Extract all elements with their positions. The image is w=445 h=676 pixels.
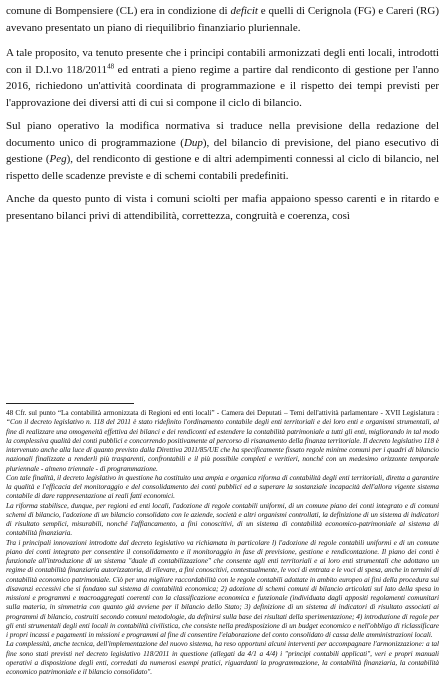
footnote-divider: [6, 403, 134, 404]
paragraph-text: ed entrati a pieno regime a partire dal rendiconto di gestione per l'anno 2016, richiedono un'attività coordinata di programmazione e il rispetto dei tempi previsti per l'approvazione dei diversi atti di cui si compone il ciclo di bilancio.: [6, 63, 440, 109]
paragraph-emphasis: Peg: [49, 153, 67, 165]
paragraph-bompensiere: [6, 3, 439, 36]
paragraph-principi-contabili: [6, 45, 439, 111]
paragraph-text: ), del bilancio di previsione, del piano esecutivo di gestione (: [6, 136, 440, 165]
paragraph-emphasis: Dup: [183, 136, 203, 149]
paragraph-text: comune di Bompensiere (CL) era in condizione di: [6, 5, 231, 17]
footnote-quote-paragraph: La riforma stabilisce, dunque, per regioni ed enti locali, l'adozione di regole contabili uniformi, di un comune piano dei conti integrato e di comuni schemi di bilancio, l'adozione di un bilancio consolidato con le aziende, società e altri organismi controllati, la definizione di un sistema di indicatori di risultato semplici, misurabili, nonché l'affiancamento, a fini conoscitivi, di un sistema di contabilità economico-patrimoniale al sistema di contabilità finanziaria.: [6, 500, 439, 538]
footnote-citation: 48 Cfr. sul punto “La contabilità armonizzata di Regioni ed enti locali” - Camera dei Deputati – Temi dell'attività parlamentare - XVII Legislatura :: [6, 408, 439, 417]
paragraph-comuni-sciolti: [6, 191, 439, 224]
paragraph-text: ), del rendiconto di gestione e di altri adempimenti connessi al ciclo di bilancio, nel rispetto delle scadenze previste e di schemi contabili predefiniti.: [6, 153, 440, 182]
footnote-quote-paragraph: La complessità, anche tecnica, dell'implementazione del nuovo sistema, ha reso opportuni alcuni interventi per accompagnare l'armonizzazione: a tal fine sono stati previsti nel decreto legislativo 118/2011 in questione (allegati da 4/1 a 4/4) i "principi contabili applicati", veri e propri manuali operativi a disposizione degli enti, corredati da numerosi esempi pratici, riguardanti la programmazione, la contabilità finanziaria, la contabilità economico patrimoniale e il bilancio consolidato".: [6, 639, 439, 676]
paragraph-text: Anche da questo punto di vista i comuni sciolti per mafia appaiono spesso carenti e in ritardo e presentano bilanci privi di attendibilità, correttezza, congruità e coerenza, così: [6, 193, 439, 222]
footnote-quote-paragraph: Tra i principali innovazioni introdotte dal decreto legislativo va richiamata in particolare l) l'adozione di regole contabili uniformi e di un comune piano dei conti integrato per consentire il consolidamento e il monitoraggio in fase di previsione, gestione e rendicontazione. Il piano dei conti è funzionale all'introduzione di un sistema "duale di contabilizzazione" che consente agli enti territoriali e ai loro enti strumentali che adottano un regime di contabilità finanziaria autorizzatoria, di rilevare, a fini conoscitivi, contestualmente, le voci di entrata e le voci di spesa, anche in termini di contabilità economico patrimoniale. Ciò per una migliore raccordabilità con le regole contabili adottate in ambito europeo ai fini della procedura sui disavanzi eccessivi che si fondano sul sistema di contabilità economica; 2) adozione di schemi comuni di bilancio articolati sul lato della spesa in missioni e programmi e macroaggregati coerenti con la classificazione economica e funzionale (individuata dagli appositi regolamenti comunitari sulla materia, in simmetria con quanto già avviene per il bilancio dello Stato; 3) definizione di un sistema di indicatori di risultato associati ai programmi di bilancio, costruiti secondo comuni metodologie, da definirsi sulla base dei risultati della sperimentazione; 4) introduzione di regole per gli enti strumentali degli enti locali in contabilità civilistica, che consiste nella predisposizione di un budget economico e nell'obbligo di riclassificare i propri incassi e pagamenti in missioni e programmi al fine di consentire l'elaborazione del conto consolidato di cassa delle amministrazioni locali.: [6, 537, 439, 639]
paragraph-piano-operativo: [6, 118, 439, 184]
paragraph-emphasis: deficit: [230, 5, 258, 17]
paragraph-text: Sul piano operativo la modifica normativa si traduce nella previsione della redazione del documento unico di programmazione (: [6, 120, 439, 149]
paragraph-text: e quelli di Cerignola (FG) e Careri (RG) avevano presentato un piano di riequilibrio finanziario pluriennale.: [6, 5, 439, 34]
footnote-quote-paragraph: “Con il decreto legislativo n. 118 del 2011 è stato ridefinito l'ordinamento contabile degli enti territoriali e dei loro enti e organismi strumentali, al fine di realizzare una omogeneità effettiva dei bilanci e dei rendiconti ed estendere la contabilità patrimoniale a tutti gli enti, migliorando in tal modo la complessiva qualità dei conti pubblici e concorrendo positivamente al percorso di risanamento della finanza territoriale. Il decreto legislativo 118 è intervenuto anche alla luce di quanto previsto dalla Direttiva 2011/85/UE che ha specificamente fissato regole minime comuni per i quadri di bilancio nazionali finalizzate a renderli più trasparenti, confrontabili e il più possibile completi e veritieri, nonché con un medesimo orizzonte temporale pluriennale - almeno triennale - di programmazione.: [6, 417, 440, 473]
footnote-quote-paragraph: Con tale finalità, il decreto legislativo in questione ha costituito una ampia e organica riforma di contabilità degli enti territoriali, diretta a garantire la qualità e l'efficacia del monitoraggio e del consolidamento dei conti pubblici ed a superare la sostanziale incapacità dell'allora vigente sistema contabile di dare rappresentazione ai reali fatti economici.: [6, 472, 439, 501]
footnote-reference[interactable]: 48: [107, 61, 115, 70]
footnote-48: [6, 408, 439, 676]
page-blank-space: [6, 231, 439, 403]
paragraph-text: A tale proposito, va tenuto presente che i principi contabili armonizzati degli enti locali, introdotti con il D.l.vo 118/2011: [6, 47, 439, 76]
